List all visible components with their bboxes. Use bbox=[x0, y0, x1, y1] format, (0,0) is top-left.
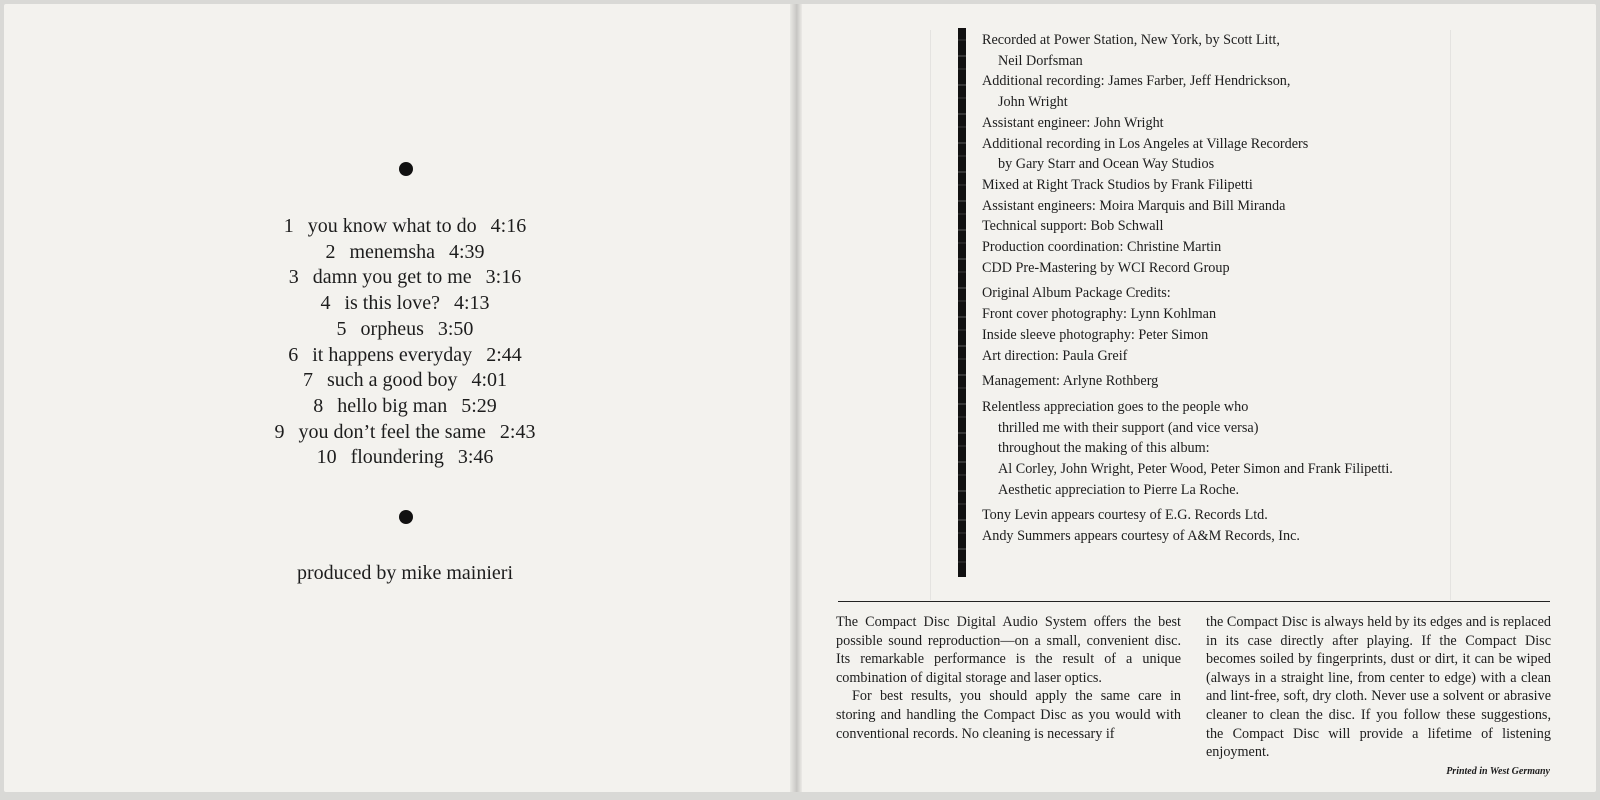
credit-line: Neil Dorfsman bbox=[998, 52, 1083, 69]
bullet-dot-top bbox=[399, 162, 413, 176]
track-number: 9 bbox=[274, 420, 285, 443]
page-gutter bbox=[790, 4, 802, 792]
track-list bbox=[200, 214, 610, 471]
credit-line: Front cover photography: Lynn Kohlman bbox=[982, 306, 1217, 323]
track-title: menemsha bbox=[349, 240, 435, 263]
cd-notice-paragraph: For best results, you should apply the same care in storing and handling the Compact Disc as you would with conventional records. No cleaning is necessary if bbox=[836, 688, 1181, 742]
track-duration: 4:13 bbox=[453, 292, 490, 315]
producer-credit: produced by mike mainieri bbox=[296, 562, 514, 584]
track-duration: 4:16 bbox=[490, 215, 527, 237]
credit-line: Technical support: Bob Schwall bbox=[982, 218, 1164, 235]
track-duration: 2:43 bbox=[499, 420, 536, 443]
track-duration: 3:16 bbox=[485, 266, 522, 289]
credit-line: Tony Levin appears courtesy of E.G. Records Ltd. bbox=[982, 507, 1268, 524]
credits-block bbox=[982, 30, 1502, 547]
track-duration: 2:44 bbox=[486, 343, 522, 366]
credit-line: Assistant engineer: John Wright bbox=[982, 114, 1164, 131]
bullet-dot-bottom bbox=[399, 510, 413, 524]
track-number: 3 bbox=[288, 266, 299, 289]
track-item bbox=[200, 317, 610, 343]
track-item bbox=[200, 343, 610, 369]
credit-line: Additional recording in Los Angeles at Village Recorders bbox=[982, 135, 1309, 152]
cd-notice-paragraph: The Compact Disc Digital Audio System offers the best possible sound reproduction—on a small, convenient disc. Its remarkable performance is the result of a unique combination of digital storage and laser optics. bbox=[836, 614, 1181, 686]
section-divider bbox=[838, 601, 1550, 602]
track-duration: 3:46 bbox=[457, 446, 494, 469]
credit-line: throughout the making of this album: bbox=[998, 440, 1210, 457]
track-item bbox=[200, 291, 610, 317]
credit-line: Al Corley, John Wright, Peter Wood, Peter Simon and Frank Filipetti. bbox=[998, 461, 1393, 478]
printed-in-note: Printed in West Germany bbox=[1446, 766, 1550, 777]
track-title: floundering bbox=[350, 446, 444, 469]
credit-line: Andy Summers appears courtesy of A&M Records, Inc. bbox=[982, 528, 1300, 545]
credit-line: by Gary Starr and Ocean Way Studios bbox=[998, 156, 1215, 173]
track-title: you don’t feel the same bbox=[298, 420, 486, 443]
cd-notice-column-left bbox=[836, 613, 1181, 743]
track-number: 8 bbox=[313, 394, 324, 417]
track-number: 7 bbox=[302, 369, 313, 392]
track-number: 5 bbox=[336, 317, 347, 340]
track-item bbox=[200, 394, 610, 420]
credit-line: Production coordination: Christine Martin bbox=[982, 239, 1222, 256]
credits-vertical-bar bbox=[958, 28, 966, 577]
credit-line: Art direction: Paula Greif bbox=[982, 347, 1128, 364]
track-duration: 3:50 bbox=[437, 317, 474, 340]
track-title: you know what to do bbox=[307, 215, 477, 237]
track-number: 1 bbox=[283, 215, 294, 237]
track-number: 6 bbox=[288, 343, 299, 366]
track-title: damn you get to me bbox=[312, 266, 472, 289]
track-title: hello big man bbox=[337, 394, 448, 417]
track-title: is this love? bbox=[344, 292, 440, 315]
track-item bbox=[200, 368, 610, 394]
track-item bbox=[200, 445, 610, 471]
track-item bbox=[200, 265, 610, 291]
credit-line: Aesthetic appreciation to Pierre La Roche. bbox=[998, 481, 1240, 498]
credit-line: Management: Arlyne Rothberg bbox=[982, 373, 1159, 390]
track-item bbox=[200, 420, 610, 446]
cd-notice-column-right bbox=[1206, 613, 1551, 762]
track-duration: 4:39 bbox=[448, 240, 485, 263]
track-item bbox=[200, 240, 610, 266]
credit-line: John Wright bbox=[998, 94, 1068, 111]
credit-line: Original Album Package Credits: bbox=[982, 285, 1171, 302]
cd-notice-paragraph: the Compact Disc is always held by its edges and is replaced in its case directly after playing. If the Compact Disc becomes soiled by fingerprints, dust or dirt, it can be wiped (always in a straight line, from center to edge) with a clean and lint-free, soft, dry cloth. Never use a solvent or abrasive cleaner to clean the disc. If you follow these suggestions, the Compact Disc will provide a lifetime of listening enjoyment. bbox=[1206, 614, 1551, 761]
credit-line: Assistant engineers: Moira Marquis and Bill Miranda bbox=[982, 197, 1286, 214]
credit-line: Inside sleeve photography: Peter Simon bbox=[982, 326, 1209, 343]
show-through-edge bbox=[930, 30, 931, 600]
credit-line: Relentless appreciation goes to the people who bbox=[982, 398, 1249, 415]
credit-line: CDD Pre-Mastering by WCI Record Group bbox=[982, 259, 1230, 276]
credit-line: Mixed at Right Track Studios by Frank Filipetti bbox=[982, 176, 1253, 193]
track-item bbox=[200, 214, 610, 240]
track-title: such a good boy bbox=[326, 369, 458, 392]
track-number: 10 bbox=[316, 446, 337, 469]
credit-line: Additional recording: James Farber, Jeff Hendrickson, bbox=[982, 73, 1291, 90]
track-title: orpheus bbox=[360, 317, 424, 340]
track-duration: 5:29 bbox=[461, 394, 497, 417]
credit-line: thrilled me with their support (and vice versa) bbox=[998, 419, 1259, 436]
track-number: 2 bbox=[325, 240, 336, 263]
credit-line: Recorded at Power Station, New York, by Scott Litt, bbox=[982, 32, 1280, 48]
track-duration: 4:01 bbox=[471, 369, 508, 392]
track-title: it happens everyday bbox=[312, 343, 473, 366]
track-number: 4 bbox=[320, 292, 331, 315]
